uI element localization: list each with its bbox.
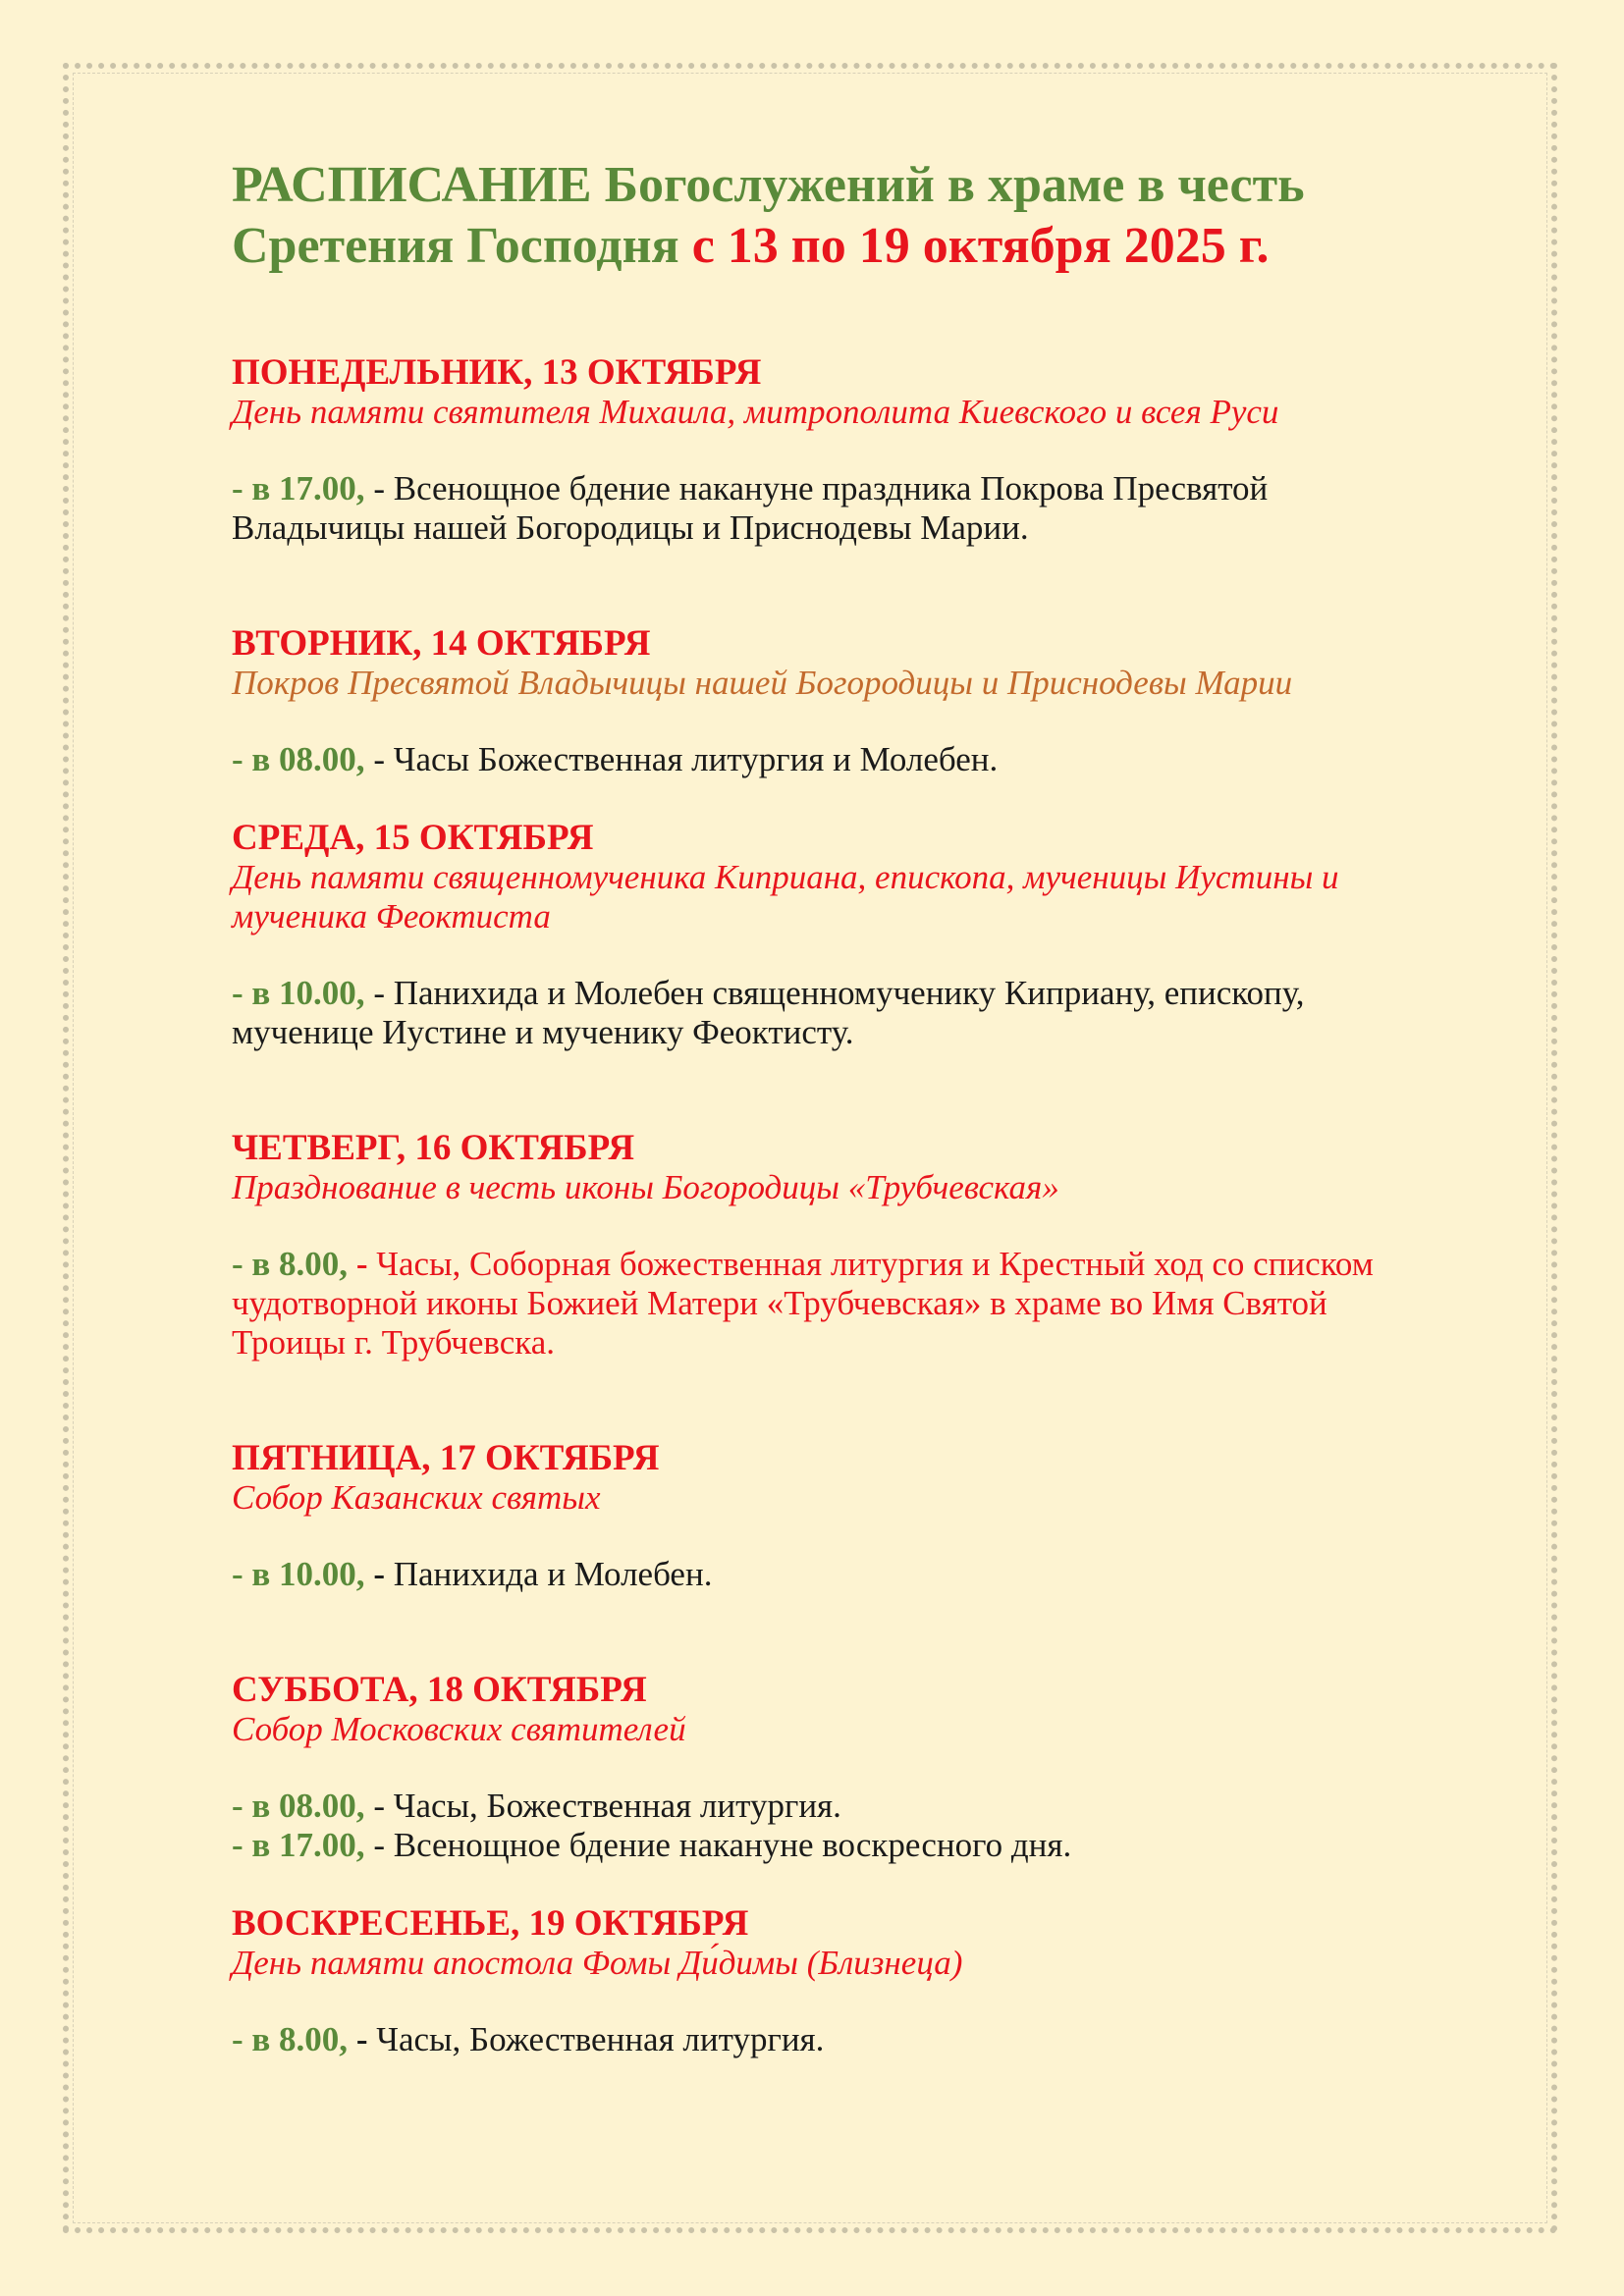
title-date-range: с 13 по 19 октября 2025 г.	[691, 218, 1270, 274]
service-description: Часы, Соборная божественная литургия и Крестный ход со списком	[376, 1245, 1374, 1283]
day-heading: ПЯТНИЦА, 17 ОКТЯБРЯ	[232, 1438, 660, 1478]
service-line: Троицы г. Трубчевска.	[232, 1323, 556, 1362]
service-separator: -	[364, 1826, 394, 1864]
service-entry	[232, 974, 1538, 1052]
day-sunday	[232, 1904, 1538, 2059]
day-friday	[232, 1439, 1538, 1594]
title-line-2-green: Сретения Господня	[232, 218, 692, 274]
day-saturday	[232, 1671, 1538, 1865]
service-separator: -	[364, 1787, 394, 1825]
day-heading: ПОНЕДЕЛЬНИК, 13 ОКТЯБРЯ	[232, 352, 762, 393]
service-description: Панихида и Молебен.	[393, 1555, 713, 1593]
service-separator: -	[364, 1555, 394, 1593]
page-title	[232, 155, 1538, 277]
service-time: - в 08.00,	[232, 740, 365, 778]
service-separator: -	[348, 2020, 377, 2058]
day-subtitle: День памяти апостола Фомы Ди́димы (Близнеца)	[232, 1944, 963, 1982]
day-subtitle-line: День памяти священномученика Киприана, епископа, мученицы Иустины и	[232, 858, 1339, 896]
service-line	[232, 1787, 1538, 1826]
service-separator: -	[348, 1245, 377, 1283]
service-separator: -	[364, 740, 394, 778]
title-line-1: РАСПИСАНИЕ Богослужений в храме в честь	[232, 157, 1305, 213]
service-line	[232, 740, 1538, 779]
schedule-document	[232, 155, 1538, 2059]
service-time: - в 8.00,	[232, 1245, 349, 1283]
service-description: Часы Божественная литургия и Молебен.	[393, 740, 999, 778]
service-entry	[232, 1787, 1538, 1826]
day-subtitle: Собор Московских святителей	[232, 1710, 686, 1748]
service-line	[232, 2020, 1538, 2059]
day-wednesday	[232, 819, 1538, 1052]
service-description: Часы, Божественная литургия.	[393, 1787, 841, 1825]
service-time: - в 8.00,	[232, 2020, 349, 2058]
service-time: - в 17.00,	[232, 469, 365, 507]
day-heading: СРЕДА, 15 ОКТЯБРЯ	[232, 818, 594, 858]
day-heading: ВТОРНИК, 14 ОКТЯБРЯ	[232, 623, 651, 664]
day-subtitle: Празднование в честь иконы Богородицы «Трубчевская»	[232, 1168, 1059, 1206]
service-entry	[232, 740, 1538, 779]
day-subtitle: День памяти святителя Михаила, митрополита Киевского и всея Руси	[232, 393, 1279, 431]
service-line	[232, 1245, 1538, 1284]
service-entry	[232, 2020, 1538, 2059]
service-line: чудотворной иконы Божией Матери «Трубчевская» в храме во Имя Святой	[232, 1284, 1327, 1322]
service-line	[232, 1555, 1538, 1594]
service-line: Владычицы нашей Богородицы и Приснодевы Марии.	[232, 508, 1029, 547]
service-description: Панихида и Молебен священномученику Киприану, епископу,	[393, 974, 1305, 1012]
service-description: Всенощное бдение накануне праздника Покрова Пресвятой	[393, 469, 1269, 507]
day-subtitle-line: мученика Феоктиста	[232, 897, 551, 935]
service-separator: -	[364, 469, 394, 507]
service-time: - в 10.00,	[232, 974, 365, 1012]
day-heading: ЧЕТВЕРГ, 16 ОКТЯБРЯ	[232, 1128, 635, 1168]
service-time: - в 10.00,	[232, 1555, 365, 1593]
day-heading: ВОСКРЕСЕНЬЕ, 19 ОКТЯБРЯ	[232, 1903, 749, 1944]
day-monday	[232, 353, 1538, 548]
day-subtitle: Покров Пресвятой Владычицы нашей Богородицы и Приснодевы Марии	[232, 664, 1293, 702]
day-subtitle: Собор Казанских святых	[232, 1478, 601, 1517]
service-separator: -	[364, 974, 394, 1012]
service-entry	[232, 1826, 1538, 1865]
service-line	[232, 1826, 1538, 1865]
service-description: Всенощное бдение накануне воскресного дня.	[393, 1826, 1072, 1864]
service-time: - в 17.00,	[232, 1826, 365, 1864]
service-entry	[232, 469, 1538, 548]
day-subtitle	[232, 858, 1538, 936]
service-entry	[232, 1245, 1538, 1362]
day-tuesday	[232, 624, 1538, 779]
service-line	[232, 974, 1538, 1013]
service-line	[232, 469, 1538, 508]
service-line: мученице Иустине и мученику Феоктисту.	[232, 1013, 854, 1051]
title-line-2	[232, 216, 1538, 277]
service-time: - в 08.00,	[232, 1787, 365, 1825]
service-description: Часы, Божественная литургия.	[376, 2020, 825, 2058]
day-heading: СУББОТА, 18 ОКТЯБРЯ	[232, 1670, 647, 1710]
service-entry	[232, 1555, 1538, 1594]
day-thursday	[232, 1129, 1538, 1362]
